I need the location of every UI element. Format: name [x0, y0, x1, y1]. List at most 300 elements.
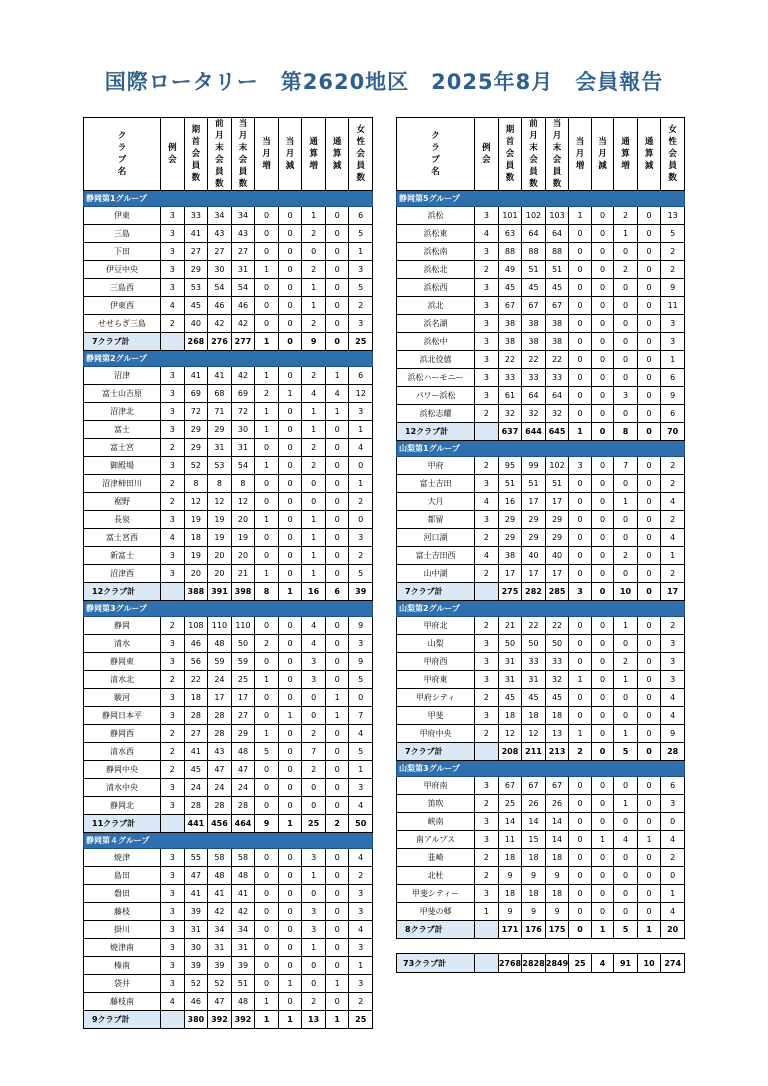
table-cell: 43 [231, 225, 255, 243]
table-cell: 18 [498, 707, 522, 725]
subtotal-label: 7クラブ計 [397, 583, 475, 601]
table-cell: 25 [498, 795, 522, 813]
table-cell: 19 [208, 511, 232, 529]
table-cell: 45 [184, 761, 208, 779]
table-cell: 0 [569, 617, 591, 635]
subtotal-cell: 171 [498, 921, 522, 939]
table-cell: 33 [522, 653, 546, 671]
table-cell: 4 [349, 725, 373, 743]
table-cell: 42 [231, 315, 255, 333]
table-row [397, 369, 685, 387]
table-cell: 0 [325, 207, 349, 225]
table-cell: 0 [637, 333, 661, 351]
table-cell: 3 [161, 511, 185, 529]
table-cell: 0 [325, 671, 349, 689]
table-cell: 13 [545, 725, 569, 743]
table-cell: 68 [208, 385, 232, 403]
table-cell: 18 [184, 529, 208, 547]
table-row [397, 707, 685, 725]
table-cell: 0 [637, 243, 661, 261]
table-cell: 14 [498, 813, 522, 831]
table-cell: 1 [302, 939, 326, 957]
table-cell: 2 [302, 439, 326, 457]
left-member-table [83, 117, 373, 1029]
table-cell: 64 [522, 225, 546, 243]
table-cell: 42 [208, 903, 232, 921]
column-header [208, 118, 232, 191]
table-cell: 4 [661, 707, 685, 725]
subtotal-cell: 645 [545, 423, 569, 441]
table-cell: 0 [614, 405, 638, 423]
subtotal-cell: 13 [302, 1011, 326, 1029]
table-cell: 0 [325, 279, 349, 297]
table-cell: 0 [255, 617, 279, 635]
subtotal-cell [161, 333, 185, 351]
table-cell: 1 [302, 547, 326, 565]
table-cell: 9 [522, 867, 546, 885]
table-cell: 0 [591, 635, 613, 653]
table-cell: 0 [614, 351, 638, 369]
table-cell: 0 [614, 243, 638, 261]
table-cell: 0 [591, 387, 613, 405]
table-cell: 2 [255, 635, 279, 653]
table-cell: 0 [569, 867, 591, 885]
table-cell: 45 [522, 279, 546, 297]
table-cell: 1 [255, 403, 279, 421]
table-cell: 1 [325, 689, 349, 707]
table-cell: 0 [325, 725, 349, 743]
table-cell: 69 [184, 385, 208, 403]
table-cell: 0 [255, 707, 279, 725]
table-cell: 3 [475, 885, 499, 903]
table-cell: 2 [161, 475, 185, 493]
table-cell: 58 [208, 849, 232, 867]
table-cell: 1 [255, 511, 279, 529]
subtotal-cell: 268 [184, 333, 208, 351]
table-cell: 3 [569, 457, 591, 475]
table-cell: 99 [522, 457, 546, 475]
table-cell: 69 [231, 385, 255, 403]
table-cell: 0 [278, 797, 302, 815]
table-cell: 0 [325, 921, 349, 939]
column-header [184, 118, 208, 191]
table-cell: 0 [637, 511, 661, 529]
table-cell: 49 [498, 261, 522, 279]
club-name: 甲斐の郷 [397, 903, 475, 921]
table-cell: 7 [349, 707, 373, 725]
table-cell: 29 [184, 439, 208, 457]
table-cell: 2 [661, 243, 685, 261]
table-cell: 3 [349, 939, 373, 957]
table-cell: 2 [302, 993, 326, 1011]
table-cell: 0 [614, 565, 638, 583]
club-name: 三島西 [84, 279, 161, 297]
grand-total-cell: 4 [591, 954, 613, 973]
table-cell: 0 [255, 797, 279, 815]
table-cell: 0 [569, 635, 591, 653]
column-header [231, 118, 255, 191]
club-name: 焼津 [84, 849, 161, 867]
table-cell: 0 [591, 333, 613, 351]
table-cell: 38 [522, 333, 546, 351]
table-cell: 9 [522, 903, 546, 921]
table-row [84, 779, 373, 797]
table-row [84, 849, 373, 867]
table-cell: 2 [161, 439, 185, 457]
subtotal-cell: 282 [522, 583, 546, 601]
table-cell: 12 [349, 385, 373, 403]
table-cell: 7 [614, 457, 638, 475]
table-cell: 0 [614, 707, 638, 725]
table-cell: 0 [325, 457, 349, 475]
table-cell: 18 [522, 707, 546, 725]
table-cell: 2 [302, 725, 326, 743]
table-cell: 9 [545, 867, 569, 885]
column-header-label: 当月末会員数 [552, 119, 562, 189]
table-cell: 0 [637, 777, 661, 795]
table-cell: 1 [302, 297, 326, 315]
table-cell: 29 [184, 261, 208, 279]
table-cell: 2 [302, 261, 326, 279]
table-cell: 32 [545, 405, 569, 423]
table-cell: 1 [302, 511, 326, 529]
table-cell: 0 [325, 475, 349, 493]
table-cell: 4 [302, 385, 326, 403]
table-cell: 1 [637, 831, 661, 849]
table-cell: 1 [255, 421, 279, 439]
table-cell: 1 [325, 707, 349, 725]
table-cell: 0 [325, 529, 349, 547]
column-header [661, 118, 685, 191]
table-cell: 0 [569, 387, 591, 405]
table-cell: 1 [278, 385, 302, 403]
table-cell: 3 [161, 975, 185, 993]
table-cell: 0 [278, 547, 302, 565]
table-cell: 0 [325, 297, 349, 315]
subtotal-cell: 50 [349, 815, 373, 833]
table-cell: 0 [591, 813, 613, 831]
table-cell: 88 [498, 243, 522, 261]
table-row [84, 475, 373, 493]
table-cell: 8 [184, 475, 208, 493]
subtotal-label: 8クラブ計 [397, 921, 475, 939]
table-row [397, 885, 685, 903]
table-cell: 9 [661, 387, 685, 405]
table-cell: 24 [208, 779, 232, 797]
table-cell: 19 [208, 529, 232, 547]
column-header [614, 118, 638, 191]
column-header-label: 期首会員数 [191, 125, 201, 183]
club-name: 河口湖 [397, 529, 475, 547]
table-cell: 2 [475, 261, 499, 279]
table-cell: 0 [278, 493, 302, 511]
club-name: 浜松 [397, 207, 475, 225]
table-cell: 0 [637, 207, 661, 225]
table-row [397, 207, 685, 225]
table-cell: 4 [349, 439, 373, 457]
table-cell: 12 [184, 493, 208, 511]
table-cell: 51 [522, 261, 546, 279]
table-cell: 14 [545, 813, 569, 831]
table-row [84, 635, 373, 653]
table-cell: 0 [255, 297, 279, 315]
table-cell: 0 [637, 387, 661, 405]
table-cell: 30 [184, 939, 208, 957]
column-header-label: 女性会員数 [668, 125, 677, 183]
table-cell: 0 [255, 315, 279, 333]
table-cell: 3 [475, 207, 499, 225]
table-cell: 38 [498, 333, 522, 351]
table-cell: 0 [614, 297, 638, 315]
table-cell: 0 [278, 725, 302, 743]
table-cell: 48 [231, 993, 255, 1011]
table-cell: 18 [498, 849, 522, 867]
table-cell: 6 [661, 369, 685, 387]
column-header [591, 118, 613, 191]
table-cell: 3 [161, 939, 185, 957]
table-cell: 27 [208, 243, 232, 261]
column-header-label: 通算増 [309, 137, 318, 171]
table-cell: 0 [637, 813, 661, 831]
subtotal-cell: 0 [325, 333, 349, 351]
subtotal-cell: 1 [278, 583, 302, 601]
table-cell: 1 [661, 885, 685, 903]
subtotal-cell: 70 [661, 423, 685, 441]
table-cell: 38 [498, 315, 522, 333]
group-name: 静岡第４グループ [84, 833, 373, 849]
table-cell: 51 [522, 475, 546, 493]
table-row [397, 297, 685, 315]
table-cell: 59 [231, 653, 255, 671]
table-cell: 33 [545, 369, 569, 387]
table-cell: 17 [545, 565, 569, 583]
column-header-label: 前月末会員数 [215, 119, 224, 189]
table-cell: 3 [349, 261, 373, 279]
table-cell: 0 [591, 671, 613, 689]
table-cell: 0 [591, 207, 613, 225]
table-row [84, 493, 373, 511]
table-cell: 2 [614, 547, 638, 565]
table-cell: 0 [325, 993, 349, 1011]
table-cell: 0 [278, 993, 302, 1011]
subtotal-cell: 0 [637, 743, 661, 761]
table-cell: 2 [161, 315, 185, 333]
table-cell: 17 [522, 565, 546, 583]
table-cell: 32 [498, 405, 522, 423]
table-cell: 1 [475, 903, 499, 921]
table-cell: 2 [161, 725, 185, 743]
table-cell: 0 [614, 689, 638, 707]
table-row [84, 315, 373, 333]
subtotal-cell [475, 423, 499, 441]
table-cell: 6 [661, 405, 685, 423]
table-cell: 0 [255, 689, 279, 707]
table-cell: 5 [349, 279, 373, 297]
table-cell: 28 [184, 707, 208, 725]
table-cell: 3 [161, 457, 185, 475]
table-cell: 31 [522, 671, 546, 689]
club-name: 榛南 [84, 957, 161, 975]
table-cell: 102 [545, 457, 569, 475]
table-cell: 42 [231, 903, 255, 921]
table-cell: 47 [208, 993, 232, 1011]
table-cell: 3 [302, 653, 326, 671]
table-cell: 2 [255, 385, 279, 403]
column-header [522, 118, 546, 191]
club-name: 山中湖 [397, 565, 475, 583]
club-name: 浜松中 [397, 333, 475, 351]
table-cell: 20 [231, 511, 255, 529]
table-cell: 1 [349, 421, 373, 439]
subtotal-cell [475, 921, 499, 939]
table-cell: 0 [591, 351, 613, 369]
table-cell: 40 [184, 315, 208, 333]
table-cell: 0 [255, 921, 279, 939]
table-cell: 0 [255, 939, 279, 957]
table-cell: 4 [475, 225, 499, 243]
subtotal-cell: 1 [637, 921, 661, 939]
table-cell: 18 [522, 885, 546, 903]
subtotal-cell: 0 [637, 423, 661, 441]
table-cell: 0 [569, 243, 591, 261]
table-cell: 22 [184, 671, 208, 689]
table-cell: 1 [614, 493, 638, 511]
grand-total-label: 73クラブ計 [397, 954, 475, 973]
table-cell: 0 [302, 957, 326, 975]
table-cell: 1 [569, 725, 591, 743]
club-name: 富士吉田 [397, 475, 475, 493]
table-cell: 59 [208, 653, 232, 671]
club-name: 長泉 [84, 511, 161, 529]
table-cell: 0 [255, 867, 279, 885]
table-cell: 17 [231, 689, 255, 707]
table-cell: 3 [661, 671, 685, 689]
club-name: 北杜 [397, 867, 475, 885]
table-cell: 22 [545, 617, 569, 635]
table-row [84, 885, 373, 903]
table-cell: 0 [569, 511, 591, 529]
subtotal-cell: 391 [208, 583, 232, 601]
subtotal-cell: 276 [208, 333, 232, 351]
table-cell: 0 [325, 957, 349, 975]
table-cell: 0 [637, 547, 661, 565]
table-cell: 0 [278, 565, 302, 583]
table-cell: 3 [161, 547, 185, 565]
table-cell: 3 [161, 207, 185, 225]
table-row [397, 387, 685, 405]
table-cell: 0 [591, 225, 613, 243]
table-cell: 3 [475, 243, 499, 261]
table-cell: 0 [591, 493, 613, 511]
table-cell: 0 [255, 529, 279, 547]
table-cell: 0 [637, 369, 661, 387]
table-cell: 0 [278, 279, 302, 297]
table-row [84, 403, 373, 421]
table-cell: 0 [349, 511, 373, 529]
table-cell: 48 [208, 635, 232, 653]
table-row [397, 243, 685, 261]
table-row [397, 529, 685, 547]
table-cell: 0 [637, 529, 661, 547]
table-cell: 0 [255, 885, 279, 903]
club-name: 甲府シティ [397, 689, 475, 707]
table-cell: 41 [208, 367, 232, 385]
table-row [84, 867, 373, 885]
table-cell: 12 [498, 725, 522, 743]
club-name: 三島 [84, 225, 161, 243]
table-cell: 0 [591, 315, 613, 333]
table-cell: 3 [475, 315, 499, 333]
table-cell: 72 [231, 403, 255, 421]
table-cell: 0 [302, 707, 326, 725]
table-cell: 28 [184, 797, 208, 815]
table-row [397, 261, 685, 279]
subtotal-cell [161, 1011, 185, 1029]
table-cell: 38 [498, 547, 522, 565]
club-name: 清水中央 [84, 779, 161, 797]
subtotal-cell: 0 [637, 583, 661, 601]
table-cell: 1 [591, 831, 613, 849]
subtotal-cell: 208 [498, 743, 522, 761]
table-cell: 34 [208, 207, 232, 225]
table-cell: 0 [569, 653, 591, 671]
table-cell: 47 [208, 761, 232, 779]
group-header-row [84, 191, 373, 207]
table-cell: 45 [545, 689, 569, 707]
table-cell: 29 [208, 421, 232, 439]
club-name: 浜松西 [397, 279, 475, 297]
club-name: 浜松ハーモニー [397, 369, 475, 387]
table-row [84, 511, 373, 529]
table-cell: 0 [637, 297, 661, 315]
table-cell: 102 [522, 207, 546, 225]
table-cell: 58 [231, 849, 255, 867]
table-cell: 31 [231, 261, 255, 279]
table-row [397, 671, 685, 689]
table-cell: 3 [302, 921, 326, 939]
table-cell: 0 [637, 617, 661, 635]
table-cell: 4 [161, 529, 185, 547]
table-cell: 72 [184, 403, 208, 421]
subtotal-label: 7クラブ計 [397, 743, 475, 761]
table-cell: 1 [302, 279, 326, 297]
table-cell: 0 [302, 797, 326, 815]
subtotal-cell: 392 [208, 1011, 232, 1029]
table-row [397, 475, 685, 493]
table-cell: 0 [255, 243, 279, 261]
subtotal-cell: 392 [231, 1011, 255, 1029]
table-cell: 0 [591, 903, 613, 921]
club-name: 藤枝南 [84, 993, 161, 1011]
table-cell: 0 [255, 439, 279, 457]
column-header [397, 118, 475, 191]
column-header-label: 当月増 [575, 137, 585, 171]
subtotal-label: 11クラブ計 [84, 815, 161, 833]
table-cell: 0 [591, 511, 613, 529]
table-cell: 0 [591, 867, 613, 885]
table-cell: 54 [231, 279, 255, 297]
table-cell: 17 [498, 565, 522, 583]
table-cell: 0 [278, 939, 302, 957]
group-header-row [397, 761, 685, 777]
table-cell: 2 [349, 547, 373, 565]
subtotal-cell [161, 583, 185, 601]
club-name: 伊東西 [84, 297, 161, 315]
table-cell: 3 [302, 671, 326, 689]
table-cell: 0 [278, 653, 302, 671]
table-cell: 2 [475, 617, 499, 635]
table-cell: 3 [161, 565, 185, 583]
